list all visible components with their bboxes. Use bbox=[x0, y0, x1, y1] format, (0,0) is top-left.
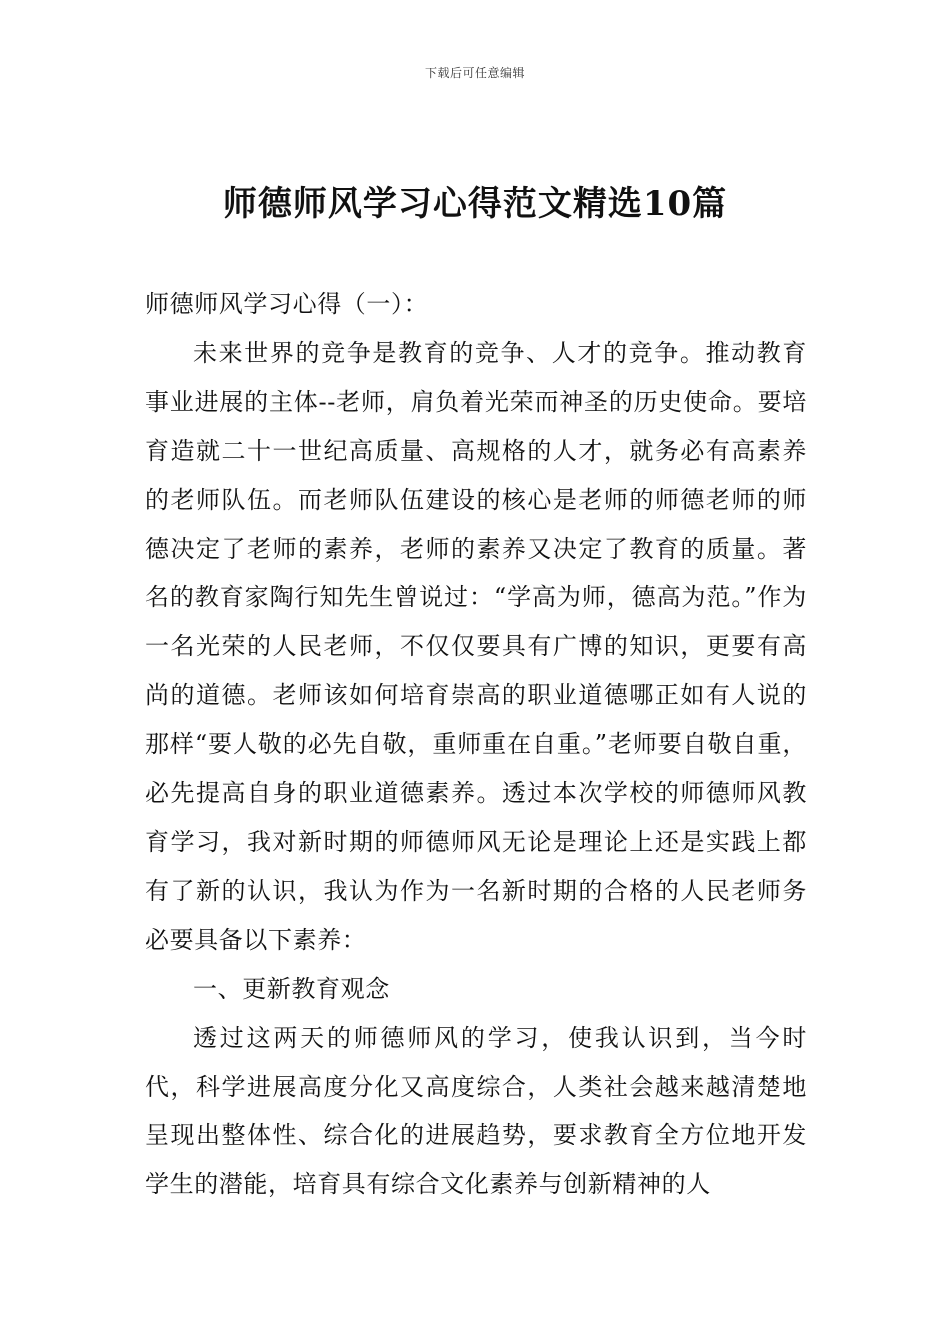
subheading: 一、更新教育观念 bbox=[193, 974, 390, 1003]
header-note: 下载后可任意编辑 bbox=[424, 66, 525, 80]
body-paragraph: 透过这两天的师德师风的学习，使我认识到，当今时代，科学进展高度分化又高度综合，人类社会越来越清楚地呈现出整体性、综合化的进展趋势，要求教育全方位地开发学生的潜能，培育具有综合文化素养与创新精神的人 bbox=[145, 1023, 807, 1199]
section-heading: 师德师风学习心得（一）： bbox=[145, 290, 429, 318]
body-paragraph: 未来世界的竞争是教育的竞争、人才的竞争。推动教育事业进展的主体--老师，肩负着光荣而神圣的历史使命。要培育造就二十一世纪高质量、高规格的人才，就务必有高素养的老师队伍。而老师队伍建设的核心是老师的师德老师的师德决定了老师的素养，老师的素养又决定了教育的质量。著名的教育家陶行知先生曾说过：“学高为师，德高为范。”作为一名光荣的人民老师，不仅仅要具有广博的知识，更要有高尚的道德。老师该如何培育崇高的职业道德哪正如有人说的那样“要人敬的必先自敬，重师重在自重。”老师要自敬自重，必先提高自身的职业道德素养。透过本次学校的师德师风教育学习，我对新时期的师德师风无论是理论上还是实践上都有了新的认识，我认为作为一名新时期的合格的人民老师务必要具备以下素养： bbox=[145, 338, 807, 954]
document-title: 师德师风学习心得范文精选10篇 bbox=[222, 184, 728, 224]
document-body bbox=[145, 280, 807, 1209]
